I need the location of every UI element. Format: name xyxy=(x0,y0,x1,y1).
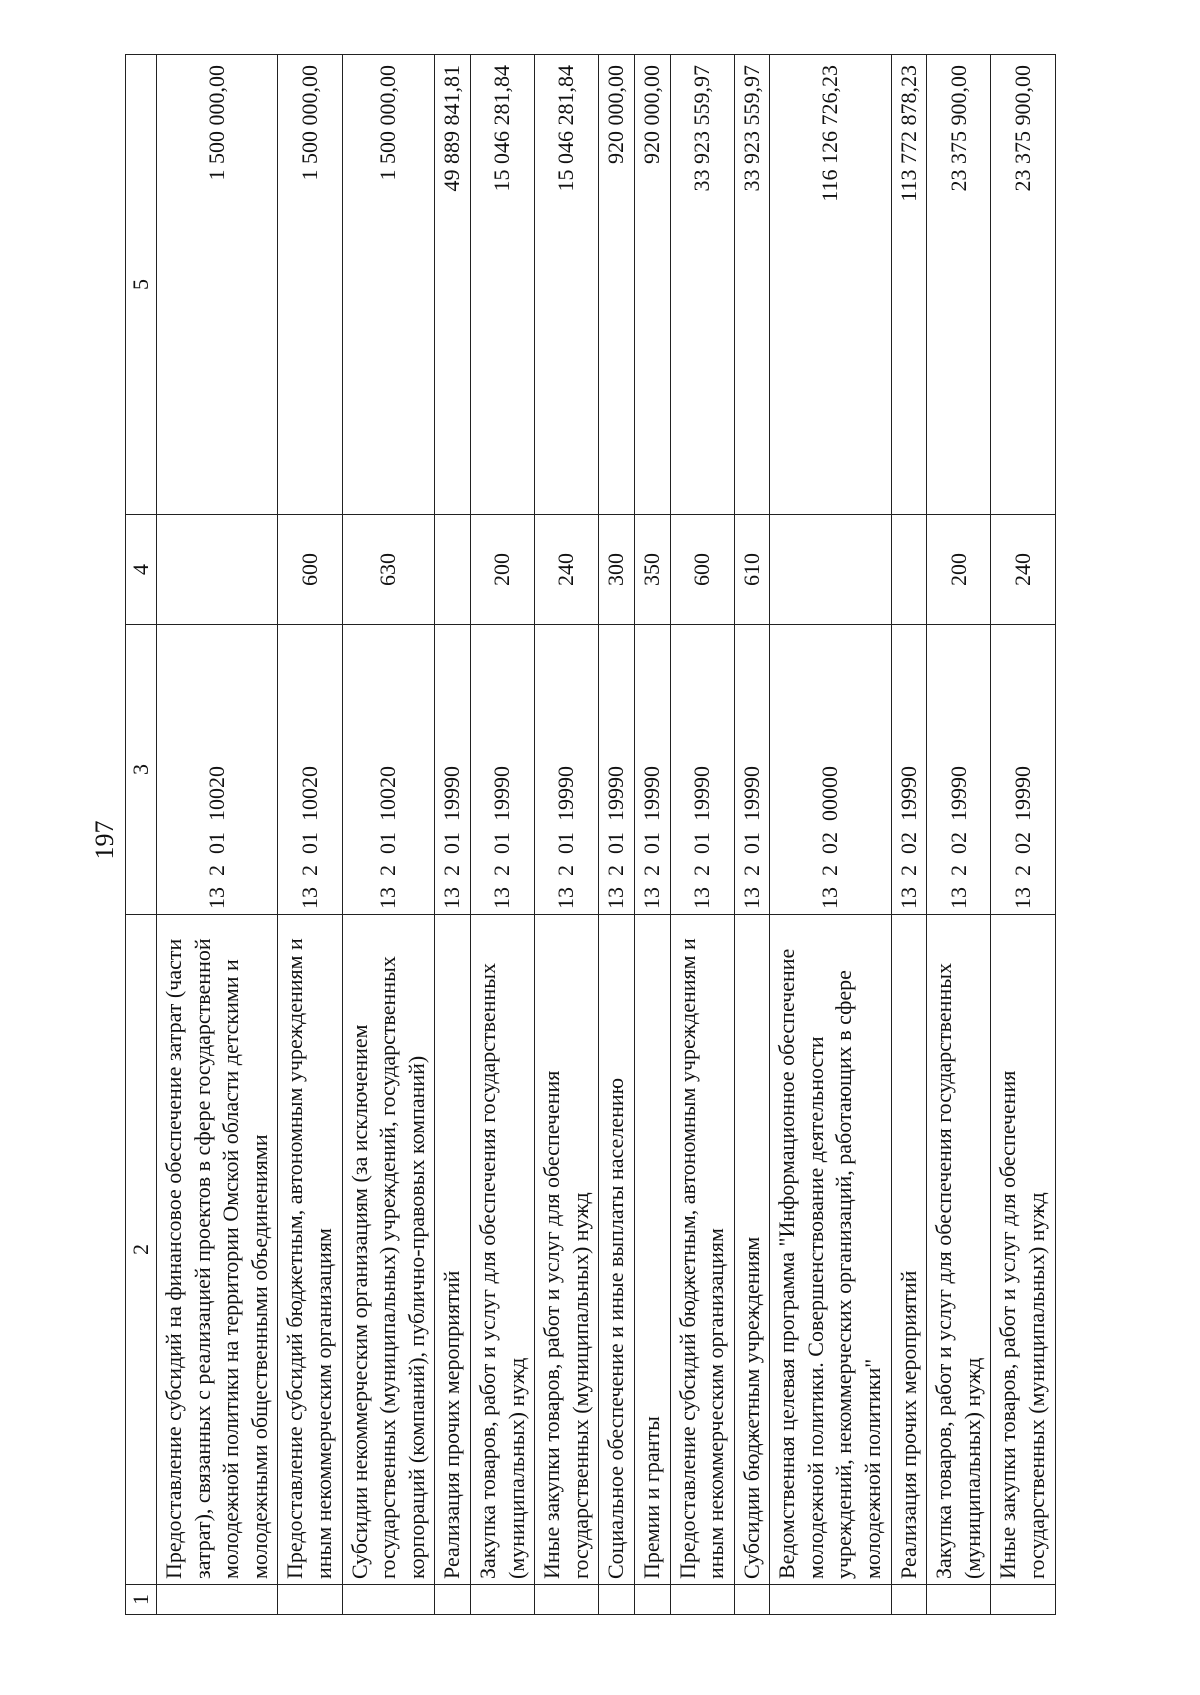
cell-col1 xyxy=(927,1585,991,1615)
cell-code: 13 2 01 10020 xyxy=(157,625,278,915)
cell-amount: 33 923 559,97 xyxy=(734,55,770,515)
table-row xyxy=(157,55,278,1615)
table-row xyxy=(927,55,991,1615)
cell-name: Реализация прочих мероприятий xyxy=(891,915,927,1585)
cell-vr: 300 xyxy=(599,515,635,625)
cell-vr: 200 xyxy=(470,515,534,625)
cell-vr: 600 xyxy=(278,515,342,625)
cell-name: Предоставление субсидий бюджетным, автономным учреждениям и иным некоммерческим организациям xyxy=(670,915,734,1585)
cell-code: 13 2 02 00000 xyxy=(770,625,891,915)
cell-amount: 1 500 000,00 xyxy=(157,55,278,515)
cell-code: 13 2 02 19990 xyxy=(991,625,1055,915)
cell-name: Предоставление субсидий бюджетным, автономным учреждениям и иным некоммерческим организациям xyxy=(278,915,342,1585)
cell-col1 xyxy=(278,1585,342,1615)
cell-vr: 240 xyxy=(991,515,1055,625)
table-row xyxy=(342,55,435,1615)
cell-name: Иные закупки товаров, работ и услуг для обеспечения государственных (муниципальных) нужд xyxy=(991,915,1055,1585)
cell-code: 13 2 01 19990 xyxy=(734,625,770,915)
cell-name: Предоставление субсидий на финансовое обеспечение затрат (части затрат), связанных с реализацией проектов в сфере государственной молодежной политики на территории Омской области детскими и молодежными общественными объединениями xyxy=(157,915,278,1585)
cell-vr: 610 xyxy=(734,515,770,625)
cell-name: Субсидии некоммерческим организациям (за исключением государственных (муниципальных) учреждений, государственных корпораций (компаний), публично-правовых компаний) xyxy=(342,915,435,1585)
page-number: 197 xyxy=(90,820,119,860)
cell-col1 xyxy=(599,1585,635,1615)
rotated-table-container xyxy=(125,55,1160,1615)
cell-code: 13 2 01 10020 xyxy=(342,625,435,915)
cell-amount: 920 000,00 xyxy=(599,55,635,515)
cell-amount: 33 923 559,97 xyxy=(670,55,734,515)
cell-col1 xyxy=(342,1585,435,1615)
cell-col1 xyxy=(770,1585,891,1615)
cell-amount: 920 000,00 xyxy=(634,55,670,515)
cell-code: 13 2 01 19990 xyxy=(435,625,471,915)
header-col-4: 4 xyxy=(126,515,157,625)
cell-code: 13 2 02 19990 xyxy=(891,625,927,915)
cell-vr xyxy=(435,515,471,625)
header-row xyxy=(126,55,157,1615)
cell-name: Премии и гранты xyxy=(634,915,670,1585)
cell-col1 xyxy=(535,1585,599,1615)
cell-code: 13 2 01 19990 xyxy=(470,625,534,915)
table-row xyxy=(634,55,670,1615)
cell-name: Реализация прочих мероприятий xyxy=(435,915,471,1585)
cell-name: Иные закупки товаров, работ и услуг для обеспечения государственных (муниципальных) нужд xyxy=(535,915,599,1585)
cell-amount: 23 375 900,00 xyxy=(927,55,991,515)
cell-code: 13 2 01 19990 xyxy=(599,625,635,915)
cell-name: Закупка товаров, работ и услуг для обеспечения государственных (муниципальных) нужд xyxy=(470,915,534,1585)
cell-vr: 350 xyxy=(634,515,670,625)
header-col-5: 5 xyxy=(126,55,157,515)
table-row xyxy=(770,55,891,1615)
cell-vr xyxy=(891,515,927,625)
cell-amount: 1 500 000,00 xyxy=(342,55,435,515)
cell-vr: 200 xyxy=(927,515,991,625)
cell-vr: 600 xyxy=(670,515,734,625)
cell-col1 xyxy=(734,1585,770,1615)
table-row xyxy=(435,55,471,1615)
table-row xyxy=(470,55,534,1615)
cell-vr: 240 xyxy=(535,515,599,625)
cell-code: 13 2 01 10020 xyxy=(278,625,342,915)
cell-code: 13 2 01 19990 xyxy=(535,625,599,915)
cell-amount: 15 046 281,84 xyxy=(535,55,599,515)
cell-col1 xyxy=(435,1585,471,1615)
cell-name: Субсидии бюджетным учреждениям xyxy=(734,915,770,1585)
cell-name: Социальное обеспечение и иные выплаты населению xyxy=(599,915,635,1585)
table-row xyxy=(278,55,342,1615)
cell-amount: 23 375 900,00 xyxy=(991,55,1055,515)
table-row xyxy=(734,55,770,1615)
cell-col1 xyxy=(157,1585,278,1615)
cell-code: 13 2 01 19990 xyxy=(670,625,734,915)
cell-amount: 1 500 000,00 xyxy=(278,55,342,515)
header-col-2: 2 xyxy=(126,915,157,1585)
cell-col1 xyxy=(991,1585,1055,1615)
table-row xyxy=(535,55,599,1615)
header-col-1: 1 xyxy=(126,1585,157,1615)
cell-vr xyxy=(770,515,891,625)
cell-code: 13 2 01 19990 xyxy=(634,625,670,915)
cell-amount: 15 046 281,84 xyxy=(470,55,534,515)
cell-col1 xyxy=(891,1585,927,1615)
cell-col1 xyxy=(634,1585,670,1615)
cell-col1 xyxy=(470,1585,534,1615)
cell-amount: 116 126 726,23 xyxy=(770,55,891,515)
cell-name: Закупка товаров, работ и услуг для обеспечения государственных (муниципальных) нужд xyxy=(927,915,991,1585)
table-row xyxy=(891,55,927,1615)
budget-table xyxy=(125,54,1056,1615)
cell-vr xyxy=(157,515,278,625)
table-row xyxy=(670,55,734,1615)
cell-code: 13 2 02 19990 xyxy=(927,625,991,915)
table-row xyxy=(991,55,1055,1615)
cell-col1 xyxy=(670,1585,734,1615)
cell-amount: 113 772 878,23 xyxy=(891,55,927,515)
header-col-3: 3 xyxy=(126,625,157,915)
cell-amount: 49 889 841,81 xyxy=(435,55,471,515)
table-row xyxy=(599,55,635,1615)
cell-vr: 630 xyxy=(342,515,435,625)
cell-name: Ведомственная целевая программа "Информационное обеспечение молодежной политики. Совершенствование деятельности учреждений, некоммерческих организаций, работающих в сфере молодежной политики" xyxy=(770,915,891,1585)
